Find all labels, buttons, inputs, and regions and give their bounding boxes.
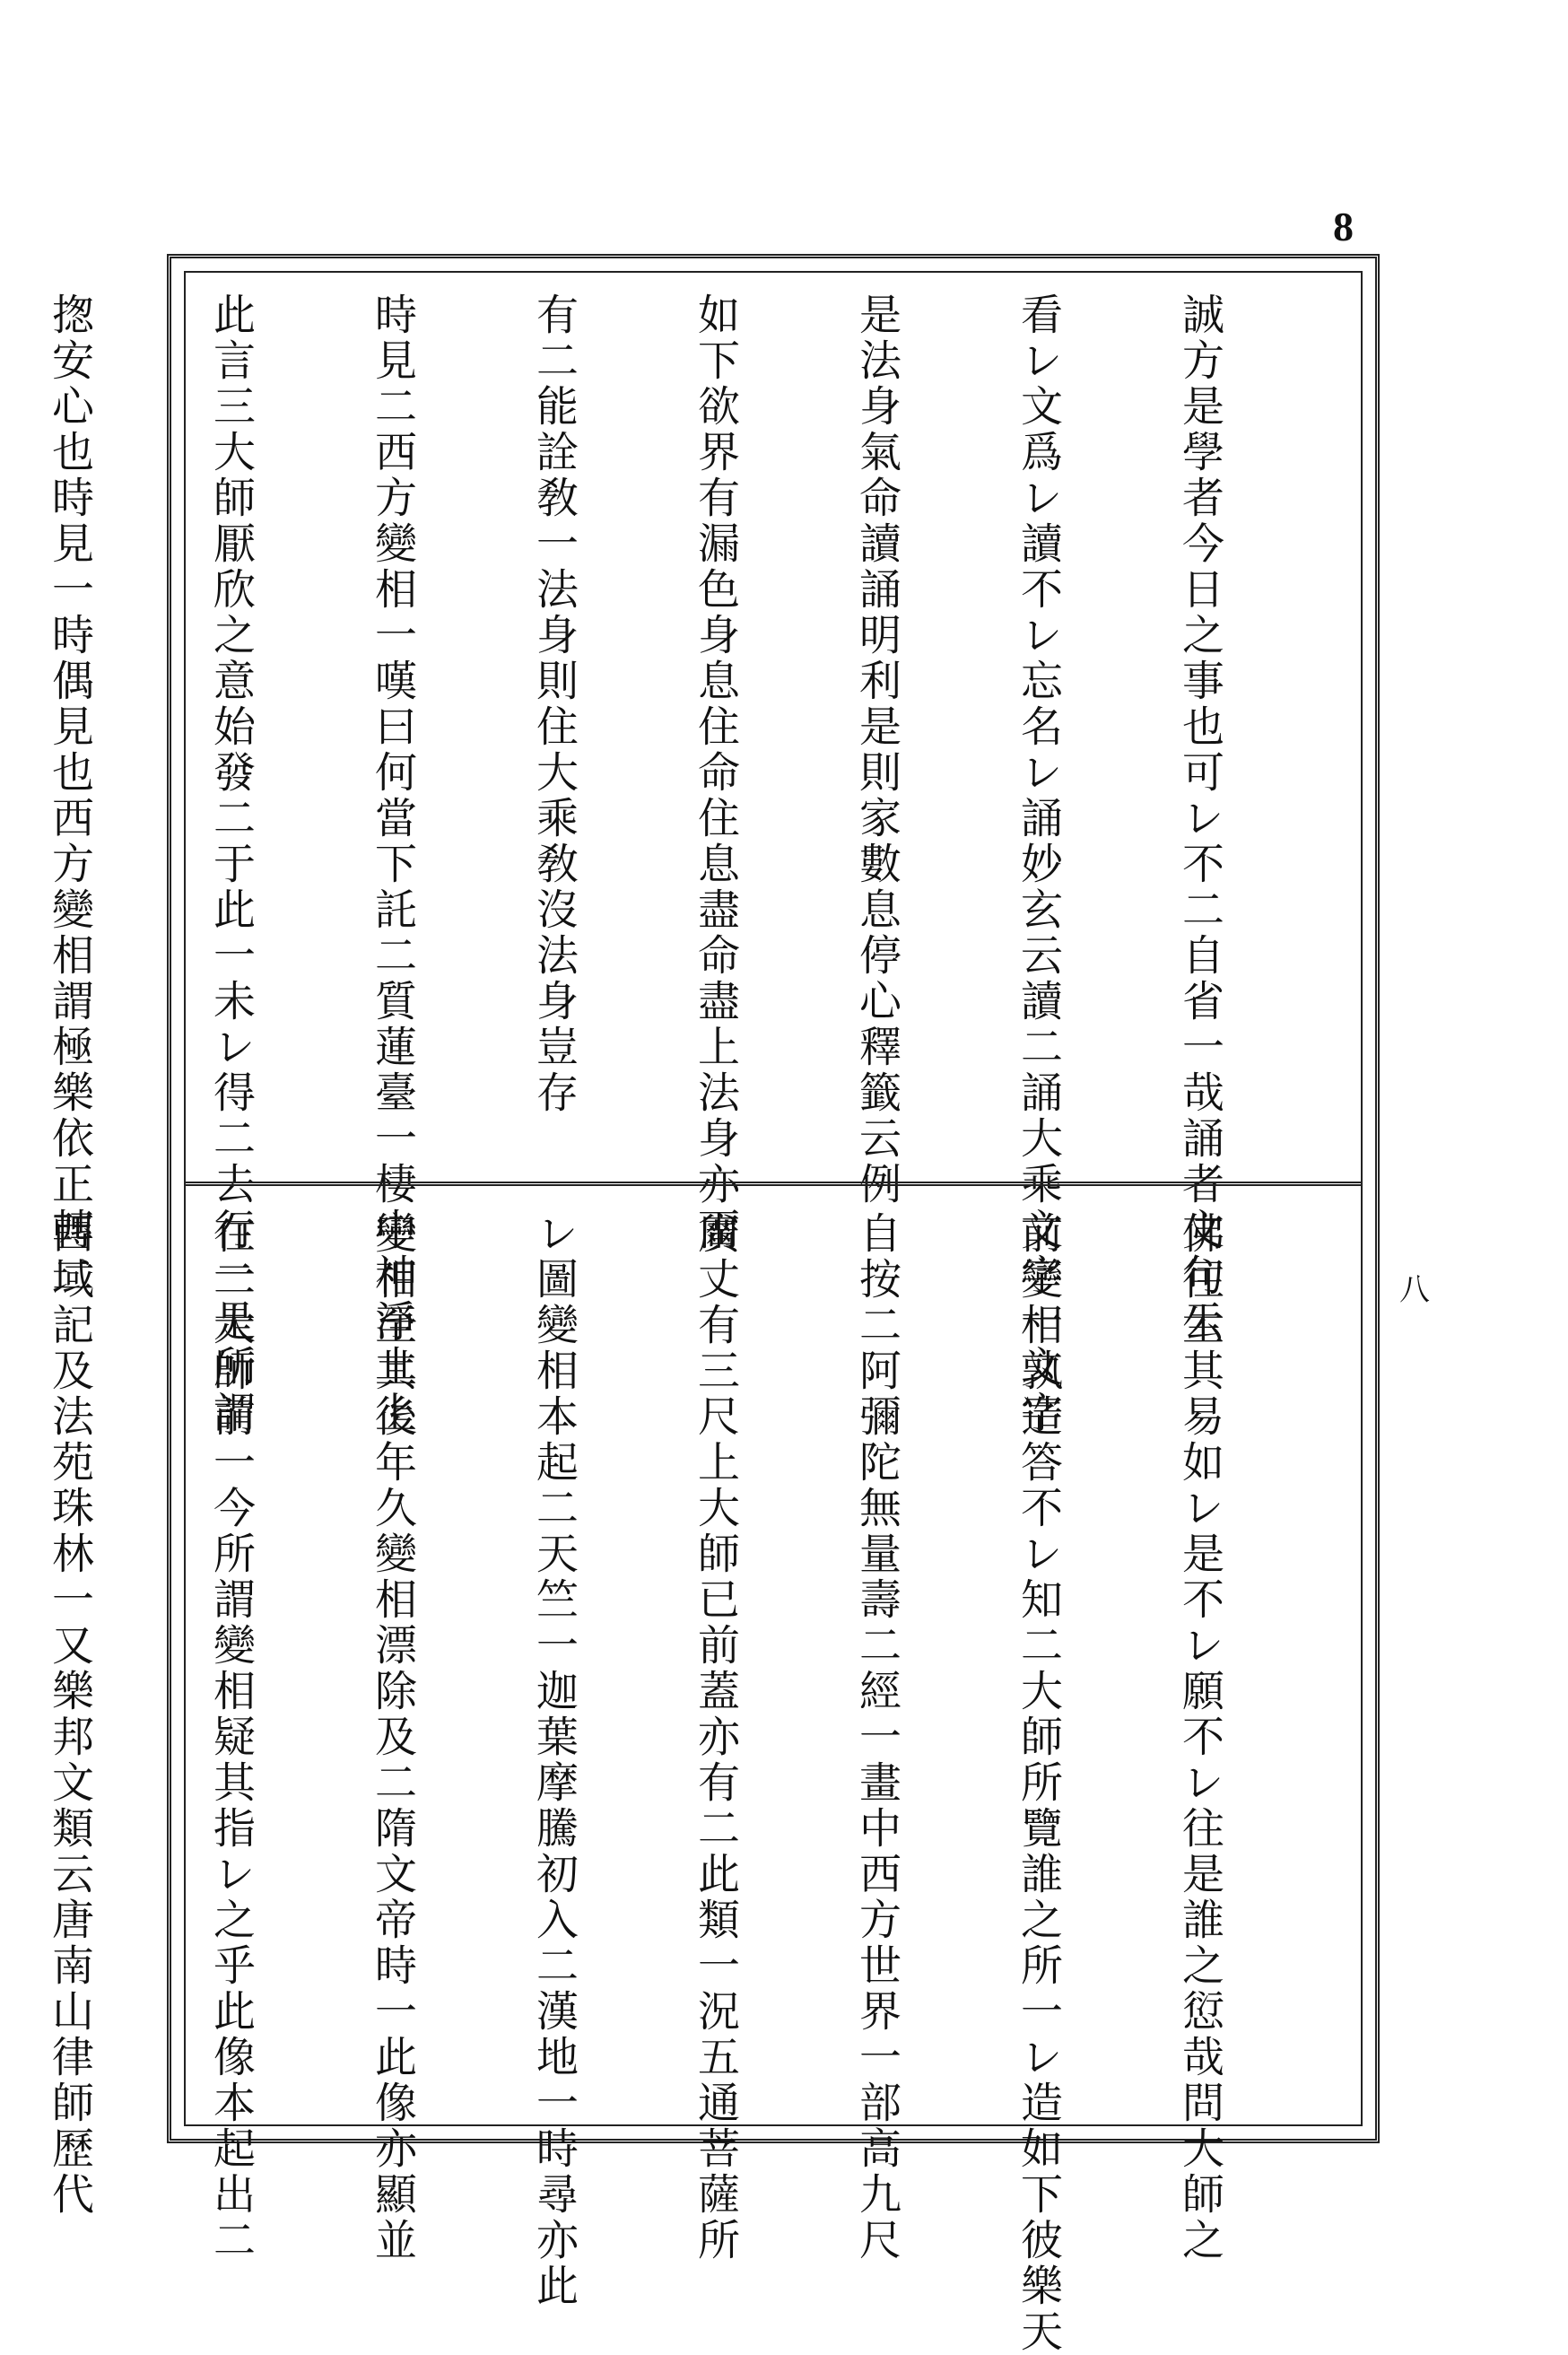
- text-column: 時見二西方變相一嘆曰何當下託二質蓮臺一棲中神淨土上: [368, 292, 417, 1436]
- inner-border: [45, 271, 1363, 2355]
- text-column: 是法身氣命讀誦明利是則家數息停心釋籤云例: [852, 292, 902, 1208]
- section-divider: [186, 1182, 1361, 1186]
- text-column: 揔安心也時見一時偶見也西方變相謂極樂依正轉二: [45, 292, 94, 1299]
- upper-text-block: [45, 292, 1334, 1436]
- lower-text-block: [45, 1211, 1334, 2355]
- text-column: レ圖變相本起二天竺一迦葉摩騰初入二漢地一時尋亦此: [529, 1211, 579, 2309]
- text-column: 變相至其後年久變相漂除及二隋文帝時一此像亦顯並: [368, 1211, 417, 2263]
- text-column: 佛往生其易如レ是不レ願不レ往是誰之愆哉問大師之: [1175, 1211, 1224, 2263]
- text-frame: [45, 254, 1380, 2355]
- text-column: 有二能詮敎一法身則住大乘敎沒法身豈存: [529, 292, 579, 1116]
- text-column: 廣丈有三尺上大師已前蓋亦有二此類一況五通菩薩所: [691, 1211, 740, 2263]
- text-column: 看レ文爲レ讀不レ忘名レ誦妙玄云讀二誦大乘文字一文字: [1014, 292, 1063, 1436]
- text-column: 自按二阿彌陀無量壽二經一畫中西方世界一部高九尺: [852, 1211, 902, 2263]
- text-column: 誠方是學者今日之事也可レ不二自省一哉誦者文句云: [1175, 292, 1224, 1345]
- text-column: 前變相孰造答不レ知二大師所覽誰之所一レ造如下彼樂天: [1014, 1211, 1063, 2355]
- page-number: 8: [1333, 204, 1354, 249]
- text-column: 在二大師前一今所謂變相疑其指レ之乎此像本起出二: [206, 1211, 256, 2263]
- margin-page-number: 八: [1399, 1272, 1430, 1308]
- text-column: 此言三大師厭欣之意始發二于此一未レ得二去行一是所謂: [206, 292, 256, 1436]
- text-column: 如下欲界有漏色身息住命住息盡命盡上法身亦爾: [691, 292, 740, 1253]
- text-column: 西域記及法苑珠林一又樂邦文類云唐南山律師歷代: [45, 1211, 94, 2218]
